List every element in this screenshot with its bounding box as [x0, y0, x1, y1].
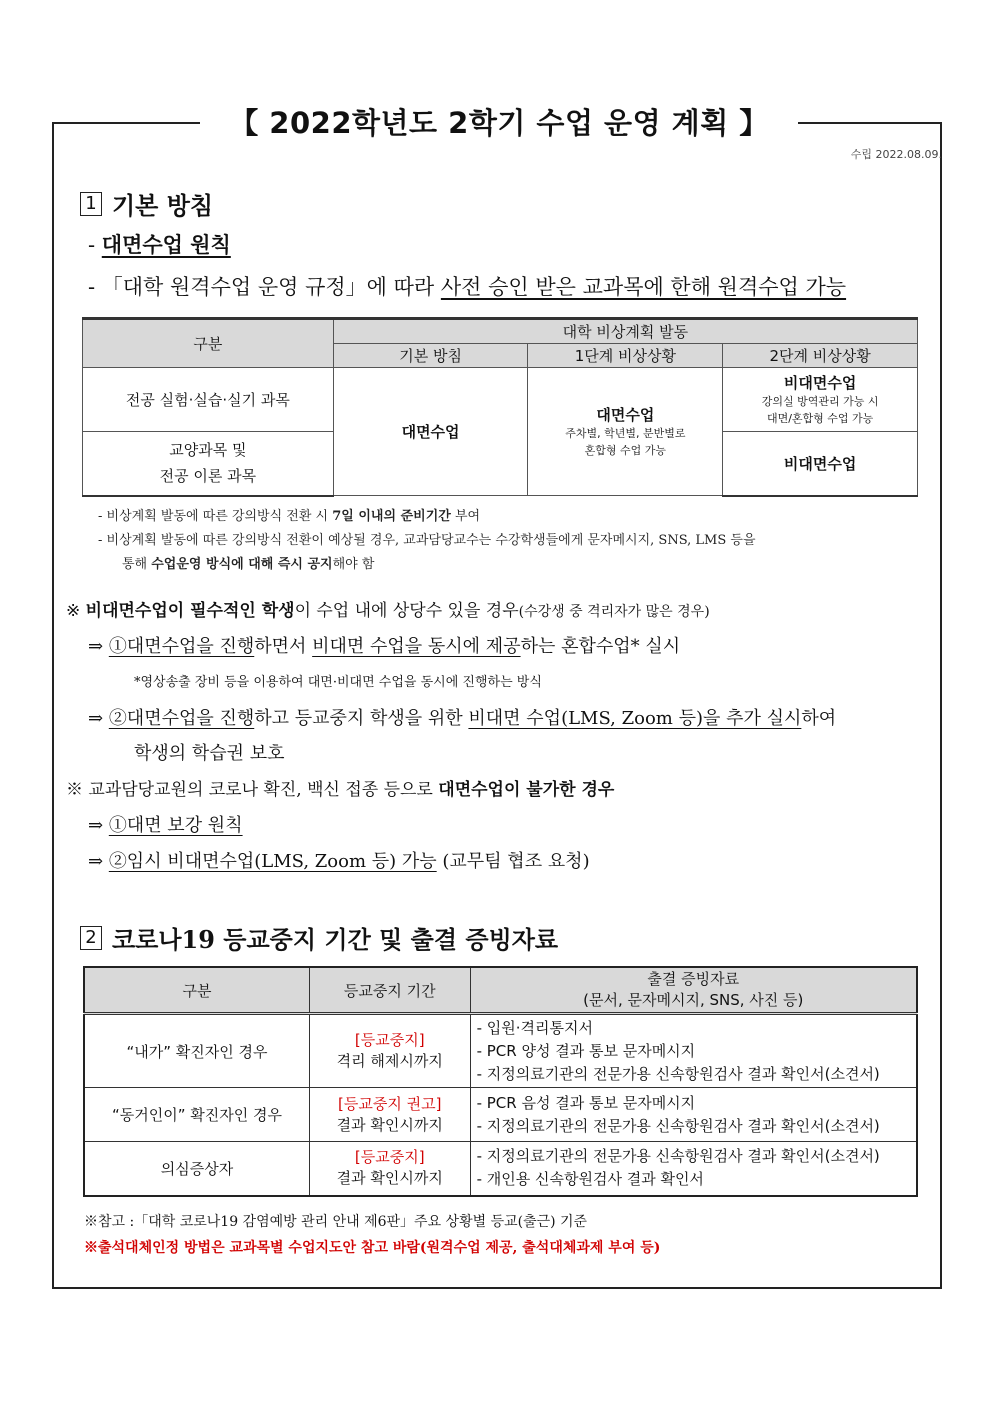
special-case-2-text: 교과담당교원의 코로나 확진, 백신 접종 등으로 — [88, 780, 439, 800]
remote-rule-prefix: - 「대학 원격수업 운영 규정」에 따라 — [88, 275, 441, 299]
stage1-sub-b: 혼합형 수업 가능 — [584, 444, 667, 457]
principle-text: 대면수업 원칙 — [101, 232, 231, 257]
special-case-2-bold: 대면수업이 불가한 경우 — [438, 780, 615, 800]
header-basic: 기본 방침 — [333, 344, 528, 368]
note-3-pre: 통해 — [122, 557, 152, 572]
note-3 — [122, 553, 374, 572]
proof-item: - 개인용 신속항원검사 결과 확인서 — [476, 1170, 704, 1189]
special-case-2 — [66, 775, 614, 800]
remote-rule-underlined: 사전 승인 받은 교과목에 한해 원격수업 가능 — [440, 275, 847, 299]
section-number: 1 — [80, 192, 102, 216]
proof-list — [470, 1014, 917, 1088]
ref-mark: ※ — [66, 780, 89, 800]
date-stamp: 수립 2022.08.09. — [850, 148, 942, 161]
measure-2 — [88, 704, 836, 730]
attendance-note: ※출석대체인정 방법은 교과목별 수업지도안 참고 바람(원격수업 제공, 출석대체과제 부여 등) — [84, 1240, 661, 1256]
measure-2-post: 하여 — [801, 708, 837, 729]
note-3-bold: 수업운영 방식에 대해 즉시 공지 — [151, 557, 333, 572]
section-1-heading — [80, 186, 213, 221]
row-label: “동거인이” 확진자인 경우 — [84, 1088, 309, 1142]
row-label-theory-a: 교양과목 및 — [169, 441, 247, 460]
measure-1-post: 하는 혼합수업* 실시 — [520, 636, 681, 657]
stage2-row1-cell — [723, 368, 918, 432]
special-case-1-rest: 이 수업 내에 상당수 있을 경우 — [294, 601, 519, 621]
period-tag: [등교중지] — [354, 1031, 425, 1049]
measure-4 — [88, 847, 590, 873]
measure-2-u1: ②대면수업을 진행 — [108, 708, 255, 729]
period-tag: [등교중지] — [354, 1148, 425, 1167]
proof-item: - 지정의료기관의 전문가용 신속항원검사 결과 확인서(소견서) — [476, 1147, 880, 1166]
period-cell — [309, 1142, 470, 1196]
emergency-plan-table — [82, 317, 918, 497]
measure-2-mid: 하고 등교중지 학생을 위한 — [254, 708, 469, 729]
quarantine-table — [83, 966, 918, 1197]
measure-4-post: (교무팀 협조 요청) — [436, 851, 590, 872]
measure-4-u: ②임시 비대면수업(LMS, Zoom 등) 가능 — [108, 851, 437, 872]
header-stage2: 2단계 비상상황 — [723, 344, 918, 368]
special-case-1-bold: 비대면수업이 필수적인 학생 — [85, 601, 295, 621]
stage1-cell — [528, 368, 723, 496]
row-label: “내가” 확진자인 경우 — [84, 1014, 309, 1088]
stage2-row1-sub-a: 강의실 방역관리 가능 시 — [761, 395, 879, 408]
header-proof-b: (문서, 문자메시지, SNS, 사진 등) — [583, 991, 804, 1009]
period-tag: [등교중지 권고] — [338, 1094, 442, 1113]
arrow: ⇒ — [88, 708, 109, 729]
stage1-value: 대면수업 — [596, 406, 655, 424]
measure-1-mid: 하면서 — [254, 636, 313, 657]
note-3-post: 해야 함 — [332, 557, 375, 572]
proof-item: - 지정의료기관의 전문가용 신속항원검사 결과 확인서(소견서) — [476, 1116, 880, 1135]
measure-3 — [88, 811, 243, 837]
principle-line — [88, 229, 231, 259]
document-title-wrap — [200, 100, 798, 146]
special-case-1 — [66, 596, 710, 621]
section-title: 기본 방침 — [112, 191, 214, 220]
measure-1 — [88, 632, 680, 658]
note-1-bold: 7일 이내의 준비기간 — [332, 509, 451, 524]
period-text: 결과 확인시까지 — [336, 1169, 443, 1188]
arrow: ⇒ — [88, 636, 109, 657]
period-text: 결과 확인시까지 — [336, 1115, 443, 1134]
document-title: 【 2022학년도 2학기 수업 운영 계획 】 — [229, 106, 769, 140]
measure-1-u2: 비대면 수업을 동시에 제공 — [312, 636, 521, 657]
section-title: 코로나19 등교중지 기간 및 출결 증빙자료 — [112, 925, 559, 954]
header-gubun: 구분 — [84, 967, 309, 1014]
period-text: 격리 해제시까지 — [336, 1052, 443, 1070]
dash: - — [88, 233, 102, 257]
stage1-sub-a: 주차별, 학년별, 분반별로 — [565, 427, 686, 440]
row-label: 의심증상자 — [84, 1142, 309, 1196]
note-1 — [98, 505, 480, 524]
measure-1-footnote: *영상송출 장비 등을 이용하여 대면·비대면 수업을 동시에 진행하는 방식 — [134, 675, 542, 690]
section-2-heading — [80, 920, 558, 955]
reference-note: ※참고 :「대학 코로나19 감염예방 관리 안내 제6판」주요 상황별 등교(출근) 기준 — [84, 1214, 588, 1230]
row-label-theory — [83, 432, 334, 496]
special-case-1-paren: (수강생 중 격리자가 많은 경우) — [518, 604, 710, 620]
row-label-practical: 전공 실험·실습·실기 과목 — [83, 368, 334, 432]
proof-list — [470, 1088, 917, 1142]
row-label-theory-b: 전공 이론 과목 — [159, 467, 257, 486]
measure-2-u2: 비대면 수업(LMS, Zoom 등)을 추가 실시 — [468, 708, 802, 729]
header-proof-a: 출결 증빙자료 — [647, 970, 740, 988]
header-period: 등교중지 기간 — [309, 967, 470, 1014]
section-number: 2 — [80, 926, 102, 950]
period-cell — [309, 1014, 470, 1088]
proof-item: - PCR 음성 결과 통보 문자메시지 — [476, 1093, 696, 1112]
note-1-pre: - 비상계획 발동에 따른 강의방식 전환 시 — [98, 509, 333, 524]
header-emergency: 대학 비상계획 발동 — [333, 319, 917, 344]
proof-item: - 입원·격리통지서 — [476, 1018, 593, 1037]
stage2-row1-value: 비대면수업 — [783, 374, 857, 392]
ref-mark: ※ — [66, 601, 86, 621]
remote-rule-line — [88, 271, 846, 301]
proof-item: - 지정의료기관의 전문가용 신속항원검사 결과 확인서(소견서) — [476, 1064, 880, 1083]
period-cell — [309, 1088, 470, 1142]
proof-list — [470, 1142, 917, 1196]
note-2: - 비상계획 발동에 따른 강의방식 전환이 예상될 경우, 교과담당교수는 수강학생들에게 문자메시지, SNS, LMS 등을 — [98, 533, 756, 548]
header-gubun: 구분 — [83, 319, 334, 368]
note-1-post: 부여 — [450, 509, 481, 524]
arrow: ⇒ — [88, 815, 109, 836]
proof-item: - PCR 양성 결과 통보 문자메시지 — [476, 1041, 696, 1060]
header-proof — [470, 967, 917, 1014]
stage2-row1-sub-b: 대면/혼합형 수업 가능 — [766, 412, 874, 425]
basic-value: 대면수업 — [333, 368, 528, 496]
stage2-row2-value: 비대면수업 — [723, 432, 918, 496]
measure-1-u1: ①대면수업을 진행 — [108, 636, 255, 657]
arrow: ⇒ — [88, 851, 109, 872]
measure-2-cont: 학생의 학습권 보호 — [134, 743, 285, 764]
measure-3-u: ①대면 보강 원칙 — [108, 815, 243, 836]
header-stage1: 1단계 비상상황 — [528, 344, 723, 368]
